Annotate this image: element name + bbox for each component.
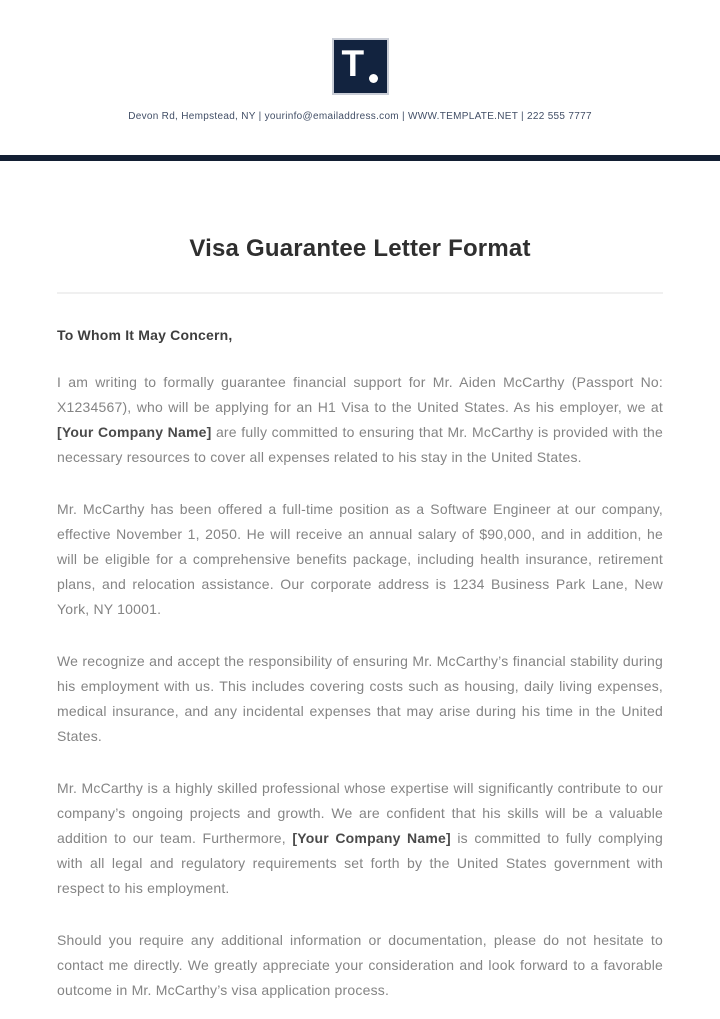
title-divider xyxy=(57,292,663,294)
contact-info-line: Devon Rd, Hempstead, NY | yourinfo@emailaddress.com | WWW.TEMPLATE.NET | 222 555 7777 xyxy=(128,111,592,122)
paragraph-text: Mr. McCarthy is a highly skilled professional whose expertise will significantly contribute to our company’s ongoing projects and growth. We are confident that his skills will be a valuable addition to our team. Furthermore, xyxy=(57,780,663,846)
company-name-placeholder: [Your Company Name] xyxy=(57,424,212,440)
paragraph-text: I am writing to formally guarantee financial support for Mr. Aiden McCarthy (Passport No: X1234567), who will be applying for an H1 Visa to the United States. As his employer, we at xyxy=(57,374,663,415)
paragraph-job-offer: Mr. McCarthy has been offered a full-time position as a Software Engineer at our company, effective November 1, 2050. He will receive an annual salary of $90,000, and in addition, he will be eligible for a comprehensive benefits package, including health insurance, retirement plans, and relocation assistance. Our corporate address is 1234 Business Park Lane, New York, NY 10001. xyxy=(57,501,663,617)
logo-dot-icon xyxy=(369,74,378,83)
header-divider-bar xyxy=(0,155,720,161)
paragraph-responsibility: We recognize and accept the responsibility of ensuring Mr. McCarthy’s financial stability during his employment with us. This includes covering costs such as housing, daily living expenses, medical insurance, and any incidental expenses that may arise during his time in the United States. xyxy=(57,653,663,744)
paragraph-closing: Should you require any additional information or documentation, please do not hesitate to contact me directly. We greatly appreciate your consideration and look forward to a favorable outcome in Mr. McCarthy’s visa application process. xyxy=(57,932,663,998)
paragraph-text: is committed to fully complying with all legal and regulatory requirements set forth by the United States government with respect to his employment. xyxy=(57,830,663,896)
logo-letter-t: T xyxy=(341,43,364,84)
paragraph-skills-compliance xyxy=(57,776,663,901)
paragraph-text: are fully committed to ensuring that Mr. McCarthy is provided with the necessary resources to cover all expenses related to his stay in the United States. xyxy=(57,424,664,465)
page-title: Visa Guarantee Letter Format xyxy=(189,235,531,262)
letter-content xyxy=(0,235,720,1003)
salutation: To Whom It May Concern, xyxy=(57,327,233,343)
template-net-logo xyxy=(332,38,389,95)
letterhead xyxy=(0,0,720,122)
paragraph-financial-support xyxy=(57,370,663,470)
company-name-placeholder: [Your Company Name] xyxy=(292,830,451,846)
